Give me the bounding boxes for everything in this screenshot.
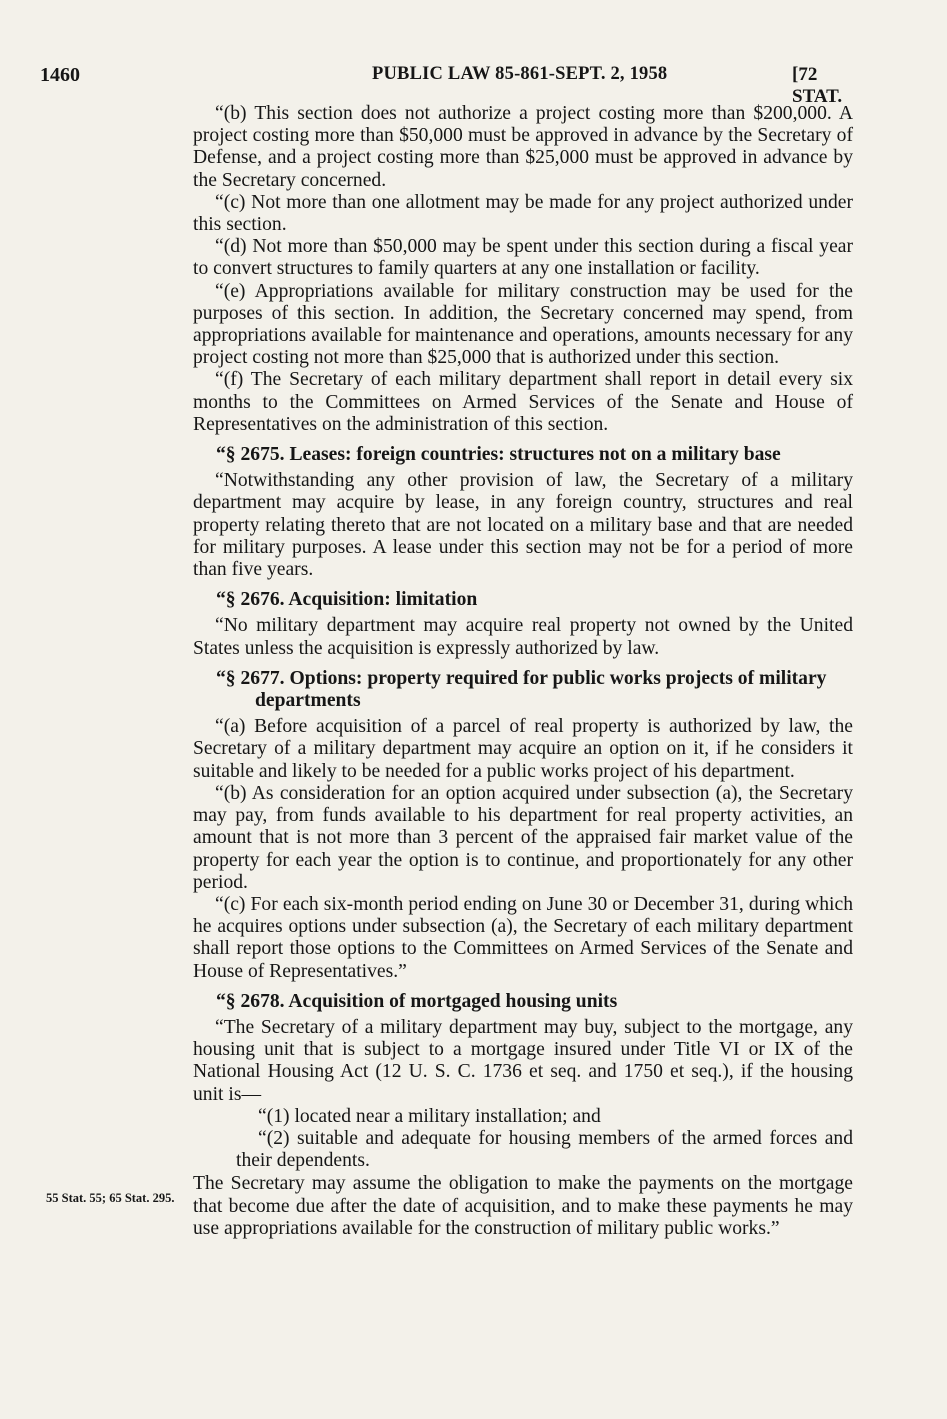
statute-citation: [72 STAT. <box>792 64 843 107</box>
section-2677-c: “(c) For each six-month period ending on June 30 or December 31, during which he acquires options under subsection (a), the Secretary of each military department shall report those options to the Committees on Armed Services of the Senate and House of Representatives.” <box>193 893 853 982</box>
section-2678-closing: The Secretary may assume the obligation to make the payments on the mortgage that become due after the date of acquisition, and to make these payments he may use appropriations available for the construction of military public works.” <box>193 1173 853 1239</box>
section-2675-heading: “§ 2675. Leases: foreign countries: structures not on a military base <box>216 444 781 466</box>
paragraph-e: “(e) Appropriations available for military construction may be used for the purposes of this section. In addition, the Secretary concerned may spend, from appropriations available for maintenance and operations, amounts necessary for any project costing not more than $25,000 that is authorized under this section. <box>193 280 853 369</box>
paragraph-c: “(c) Not more than one allotment may be made for any project authorized under this section. <box>193 191 853 236</box>
section-2675-text: “Notwithstanding any other provision of law, the Secretary of a military department may acquire by lease, in any foreign country, structures and real property relating thereto that are not located on a military base and that are needed for military purposes. A lease under this section may not be for a period of more than five years. <box>193 470 853 581</box>
section-2676-text: “No military department may acquire real property not owned by the United States unless the acquisition is expressly authorized by law. <box>193 615 853 659</box>
section-2678-item-2: “(2) suitable and adequate for housing members of the armed forces and their dependents. <box>236 1127 853 1172</box>
paragraph-f: “(f) The Secretary of each military department shall report in detail every six months to the Committees on Armed Services of the Senate and House of Representatives on the administration of this section. <box>193 369 853 435</box>
section-2676-heading: “§ 2676. Acquisition: limitation <box>216 589 478 611</box>
page-header <box>40 64 870 107</box>
section-2677-b: “(b) As consideration for an option acquired under subsection (a), the Secretary may pay, from funds available to his department for real property activities, an amount that is not more than 3 percent of the appraised fair market value of the property for each year the option is to continue, and proportionately for any other period. <box>193 782 853 893</box>
section-2678-item-1: “(1) located near a military installation; and <box>258 1105 601 1127</box>
page-number: 1460 <box>40 64 80 86</box>
body-text <box>193 103 853 1240</box>
section-2678-text: “The Secretary of a military department may buy, subject to the mortgage, any housing unit that is subject to a mortgage insured under Title VI or IX of the National Housing Act (12 U. S. C. 1736 et seq. and 1750 et seq.), if the housing unit is— <box>193 1016 853 1105</box>
section-2678-heading: “§ 2678. Acquisition of mortgaged housing units <box>216 990 618 1012</box>
running-title: PUBLIC LAW 85-861-SEPT. 2, 1958 <box>372 64 668 84</box>
paragraph-b: “(b) This section does not authorize a project costing more than $200,000. A project costing more than $50,000 must be approved in advance by the Secretary of Defense, and a project costing more than $25,000 must be approved in advance by the Secretary concerned. <box>193 103 853 191</box>
section-2677-heading: “§ 2677. Options: property required for public works projects of military departments <box>216 667 827 712</box>
section-2677-a: “(a) Before acquisition of a parcel of real property is authorized by law, the Secretary of a military department may acquire an option on it, if he considers it suitable and likely to be needed for a public works project of his department. <box>193 716 853 782</box>
paragraph-d: “(d) Not more than $50,000 may be spent under this section during a fiscal year to convert structures to family quarters at any one installation or facility. <box>193 236 853 280</box>
margin-citation-note: 55 Stat. 55; 65 Stat. 295. <box>46 1191 175 1205</box>
